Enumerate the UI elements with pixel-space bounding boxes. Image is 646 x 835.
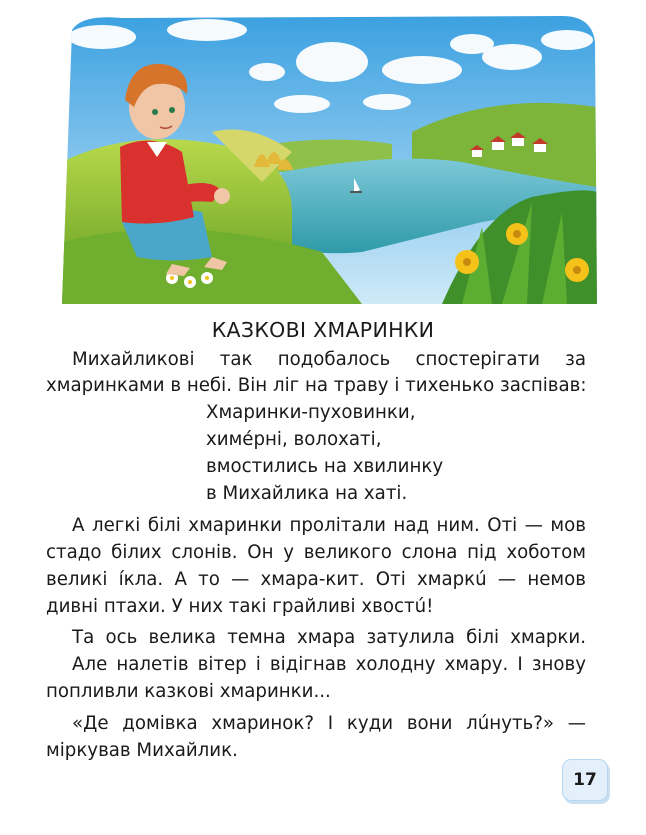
paragraph-line: дивні птахи. У них такі грайливі хвостú!	[46, 596, 434, 617]
story-illustration	[62, 12, 597, 304]
page-number: 17	[573, 770, 597, 790]
poem-line: в Михайлика на хаті.	[206, 483, 408, 504]
paragraph-line: А легкі білі хмаринки пролітали над ним. Оті — мов	[72, 515, 586, 536]
page-number-badge	[562, 759, 608, 801]
story-title: КАЗКОВІ ХМАРИНКИ	[211, 318, 435, 342]
paragraph-line: великі і́кла. А то — хмара-кит. Оті хмаркú — немов	[46, 569, 586, 590]
poem-line: Хмаринки-пуховинки,	[206, 402, 416, 423]
poem-line: химе́рні, волохаті,	[206, 429, 382, 450]
paragraph-line: попливли казкові хмаринки...	[46, 681, 331, 702]
paragraph-line: Та ось велика темна хмара затулила білі хмарки.	[72, 627, 586, 648]
paragraph-line: Але налетів вітер і відігнав холодну хмару. І знову	[72, 654, 586, 675]
paragraph-line: міркував Михайлик.	[46, 740, 238, 761]
paragraph-line: стадо білих слонів. Он у великого слона під хоботом	[46, 542, 586, 563]
paragraph-line: «Де домівка хмаринок? І куди вони лúнуть?» —	[72, 713, 586, 734]
paragraph-line: хмаринками в небі. Він ліг на траву і тихенько заспівав:	[46, 375, 587, 396]
poem-line: вмостились на хвилинку	[206, 456, 444, 477]
paragraph-line: Михайликові так подобалось спостерігати за	[72, 349, 586, 370]
